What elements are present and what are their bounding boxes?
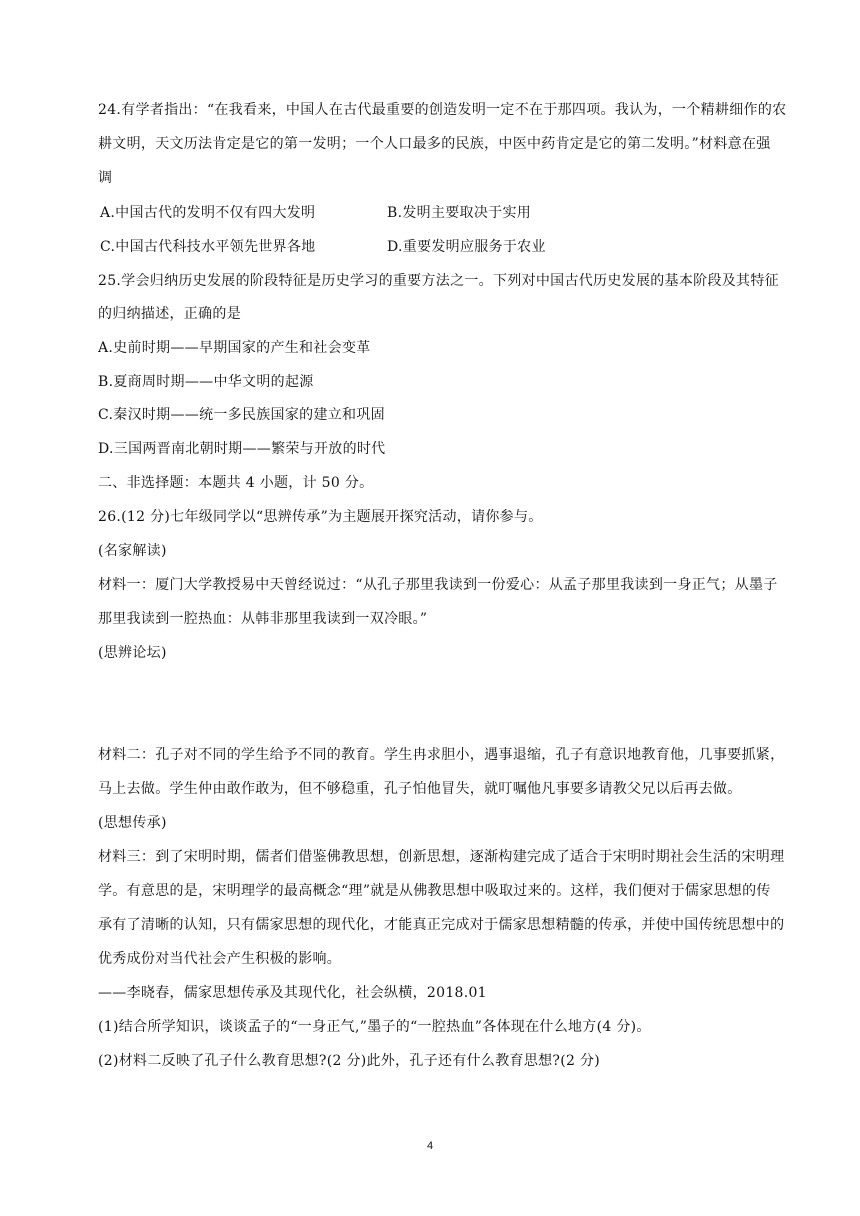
q25-option-a: A.史前时期——早期国家的产生和社会变革 [98,340,371,356]
q24-option-b: B.发明主要取决于实用 [387,205,532,221]
q26-question-1: (1)结合所学知识，谈谈孟子的“一身正气,”墨子的“一腔热血”各体现在什么地方(4 分)。 [98,1019,651,1035]
q26-material-3-line-1: 材料三：到了宋明时期，儒者们借鉴佛教思想，创新思想，逐渐构建完成了适合于宋明时期社会生活的宋明理 [98,849,785,865]
q24-stem-line-2: 耕文明，天文历法肯定是它的第一发明；一个人口最多的民族，中医中药肯定是它的第二发明。”材料意在强 [98,136,771,152]
q26-subheading-forum: (思辨论坛) [98,645,167,661]
section-2-heading: 二、非选择题：本题共 4 小题，计 50 分。 [98,475,374,491]
q24-stem-line-1: 24.有学者指出：“在我看来，中国人在古代最重要的创造发明一定不在于那四项。我认为，一个精耕细作的农 [98,102,787,118]
q26-question-2: (2)材料二反映了孔子什么教育思想?(2 分)此外，孔子还有什么教育思想?(2 分) [98,1053,601,1069]
q26-material-2-line-2: 马上去做。学生仲由敢作敢为，但不够稳重，孔子怕他冒失，就叮嘱他凡事要多请教父兄以后再去做。 [98,781,742,797]
q26-material-2-line-1: 材料二：孔子对不同的学生给予不同的教育。学生冉求胆小，遇事退缩，孔子有意识地教育他，几事要抓紧， [98,747,785,763]
q26-material-1-line-2: 那里我读到一腔热血：从韩非那里我读到一双冷眼。” [98,611,428,627]
q24-option-a: A.中国古代的发明不仅有四大发明 [100,205,316,221]
q24-stem-line-3: 调 [98,170,113,186]
q26-stem: 26.(12 分)七年级同学以“思辨传承”为主题展开探究活动，请你参与。 [98,509,543,525]
page-number: 4 [426,1140,434,1152]
q26-material-3-line-2: 学。有意思的是，宋明理学的最高概念“理”就是从佛教思想中吸取过来的。这样，我们便对于儒家思想的传 [98,883,771,899]
q24-option-c: C.中国古代科技水平领先世界各地 [100,239,316,255]
q26-material-3-source: ——李晓春，儒家思想传承及其现代化，社会纵横，2018.01 [98,985,487,1001]
q26-subheading-heritage: (思想传承) [98,815,167,831]
q26-material-3-line-3: 承有了清晰的认知，只有儒家思想的现代化，才能真正完成对于儒家思想精髓的传承，并使中国传统思想中的 [98,917,785,933]
q25-option-b: B.夏商周时期——中华文明的起源 [98,374,314,390]
q25-option-d: D.三国两晋南北朝时期——繁荣与开放的时代 [98,441,386,457]
q24-option-d: D.重要发明应服务于农业 [387,239,546,255]
q25-stem-line-2: 的归纳描述，正确的是 [98,306,241,322]
q25-option-c: C.秦汉时期——统一多民族国家的建立和巩固 [98,407,385,423]
q25-stem-line-1: 25.学会归纳历史发展的阶段特征是历史学习的重要方法之一。下列对中国古代历史发展的基本阶段及其特征 [98,273,779,289]
q26-subheading-experts: (名家解读) [98,543,167,559]
q26-material-1-line-1: 材料一：厦门大学教授易中天曾经说过：“从孔子那里我读到一份爱心：从孟子那里我读到一身正气；从墨子 [98,577,778,593]
q26-material-3-line-4: 优秀成份对当代社会产生积极的影响。 [98,951,342,967]
